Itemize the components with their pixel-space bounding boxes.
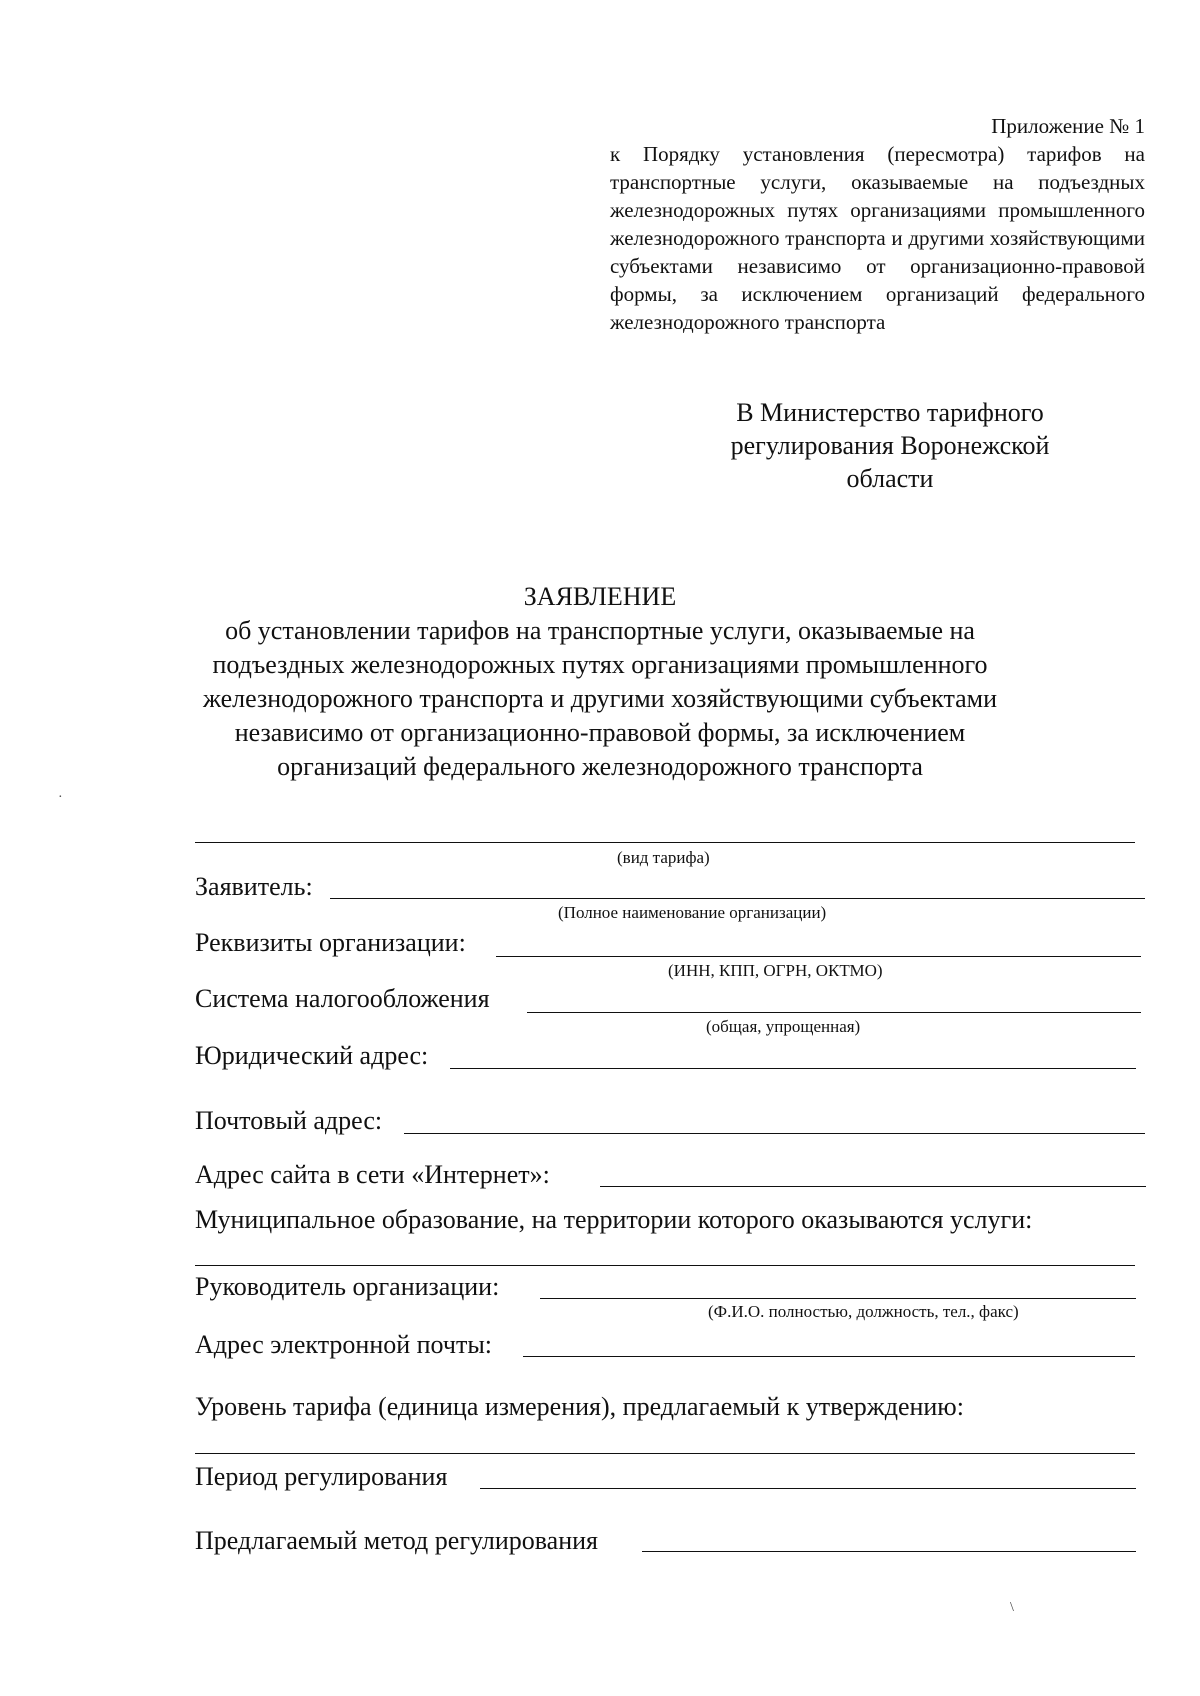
method-label: Предлагаемый метод регулирования bbox=[195, 1526, 598, 1555]
document-subtitle-line: об установлении тарифов на транспортные услуги, оказываемые на bbox=[225, 616, 975, 645]
postal-address-field[interactable] bbox=[404, 1133, 1145, 1134]
legal-address-label: Юридический адрес: bbox=[195, 1041, 429, 1070]
addressee bbox=[690, 396, 1090, 495]
tax-system-field[interactable] bbox=[527, 1012, 1141, 1013]
period-label: Период регулирования bbox=[195, 1462, 448, 1491]
tariff-type-hint: (вид тарифа) bbox=[617, 848, 710, 867]
document-title-block bbox=[140, 580, 1060, 784]
document-subtitle-line: подъездных железнодорожных путях организациями промышленного bbox=[212, 650, 988, 679]
tariff-level-field[interactable] bbox=[195, 1453, 1135, 1454]
website-label: Адрес сайта в сети «Интернет»: bbox=[195, 1160, 550, 1189]
head-field[interactable] bbox=[540, 1298, 1136, 1299]
appendix-block bbox=[610, 112, 1145, 336]
head-label: Руководитель организации: bbox=[195, 1272, 500, 1301]
addressee-line: В Министерство тарифного bbox=[736, 398, 1044, 427]
email-field[interactable] bbox=[523, 1356, 1135, 1357]
head-hint: (Ф.И.О. полностью, должность, тел., факс) bbox=[708, 1302, 1019, 1321]
applicant-field[interactable] bbox=[330, 898, 1145, 899]
applicant-hint: (Полное наименование организации) bbox=[558, 903, 827, 922]
document-subtitle-line: организаций федерального железнодорожного транспорта bbox=[277, 752, 923, 781]
appendix-body: к Порядку установления (пересмотра) тарифов на транспортные услуги, оказываемые на подъездных железнодорожных путях организациями промышленного железнодорожного транспорта и другими хозяйствующими субъектами независимо от организационно-правовой формы, за исключением организаций федерального железнодорожного транспорта bbox=[610, 142, 1145, 334]
method-field[interactable] bbox=[642, 1551, 1136, 1552]
scan-speck: \ bbox=[1010, 1600, 1014, 1615]
municipality-field[interactable] bbox=[195, 1265, 1135, 1266]
tariff-type-field[interactable] bbox=[195, 842, 1135, 843]
tax-system-hint: (общая, упрощенная) bbox=[706, 1017, 861, 1036]
tariff-level-label: Уровень тарифа (единица измерения), предлагаемый к утверждению: bbox=[195, 1392, 964, 1421]
municipality-label: Муниципальное образование, на территории которого оказываются услуги: bbox=[195, 1205, 1033, 1234]
requisites-hint: (ИНН, КПП, ОГРН, ОКТМО) bbox=[668, 961, 883, 980]
legal-address-field[interactable] bbox=[450, 1068, 1136, 1069]
postal-address-label: Почтовый адрес: bbox=[195, 1106, 383, 1135]
period-field[interactable] bbox=[480, 1488, 1136, 1489]
requisites-field[interactable] bbox=[496, 956, 1141, 957]
tax-system-label: Система налогообложения bbox=[195, 984, 490, 1013]
scan-speck: · bbox=[58, 790, 63, 805]
document-title: ЗАЯВЛЕНИЕ bbox=[523, 582, 677, 611]
addressee-line: регулирования Воронежской bbox=[730, 431, 1050, 460]
email-label: Адрес электронной почты: bbox=[195, 1330, 493, 1359]
requisites-label: Реквизиты организации: bbox=[195, 928, 466, 957]
document-subtitle-line: железнодорожного транспорта и другими хозяйствующими субъектами bbox=[202, 684, 998, 713]
appendix-title: Приложение № 1 bbox=[991, 114, 1145, 138]
applicant-label: Заявитель: bbox=[195, 872, 313, 901]
addressee-line: области bbox=[846, 464, 934, 493]
document-subtitle-line: независимо от организационно-правовой формы, за исключением bbox=[234, 718, 966, 747]
website-field[interactable] bbox=[600, 1186, 1146, 1187]
